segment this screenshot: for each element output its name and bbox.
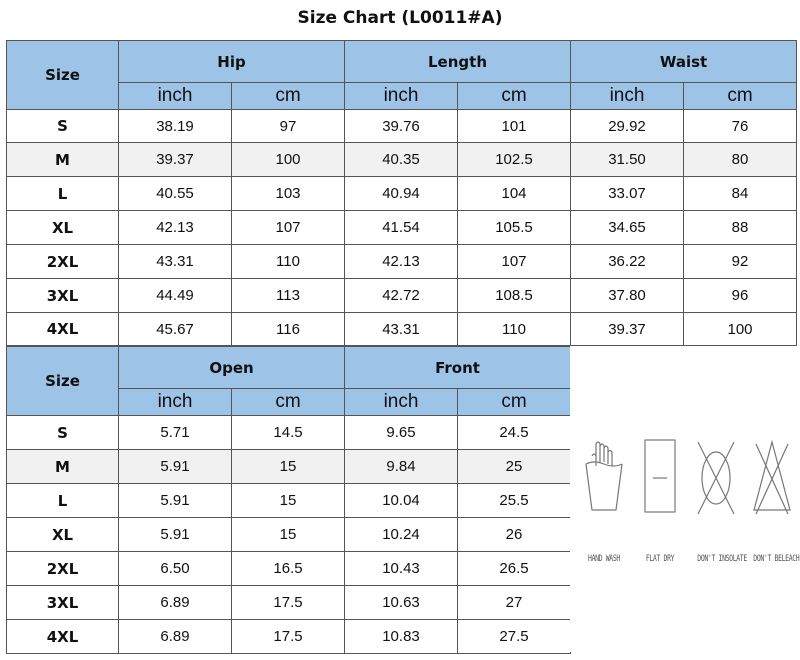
value-cell: 42.13 [119, 211, 232, 245]
table-row [7, 484, 571, 518]
size-cell: 4XL [7, 620, 119, 654]
value-cell: 27.5 [458, 620, 571, 654]
unit-header: cm [458, 389, 571, 416]
value-cell: 100 [232, 143, 345, 177]
value-cell: 33.07 [571, 177, 684, 211]
value-cell: 6.89 [119, 620, 232, 654]
table-row [7, 279, 797, 313]
unit-header: cm [232, 389, 345, 416]
unit-header: inch [119, 389, 232, 416]
value-cell: 107 [232, 211, 345, 245]
care-label: DON'T INSOLATE [697, 554, 747, 564]
size-cell: 3XL [7, 279, 119, 313]
unit-header: cm [232, 83, 345, 110]
value-cell: 41.54 [345, 211, 458, 245]
value-cell: 5.71 [119, 416, 232, 450]
value-cell: 40.35 [345, 143, 458, 177]
value-cell: 110 [458, 313, 571, 346]
size-cell: 3XL [7, 586, 119, 620]
value-cell: 5.91 [119, 518, 232, 552]
value-cell: 39.76 [345, 110, 458, 143]
value-cell: 36.22 [571, 245, 684, 279]
size-table-secondary [6, 346, 571, 654]
size-cell: XL [7, 518, 119, 552]
size-cell: XL [7, 211, 119, 245]
size-cell: S [7, 110, 119, 143]
value-cell: 10.04 [345, 484, 458, 518]
value-cell: 34.65 [571, 211, 684, 245]
value-cell: 10.83 [345, 620, 458, 654]
care-instructions [570, 346, 800, 652]
value-cell: 108.5 [458, 279, 571, 313]
value-cell: 24.5 [458, 416, 571, 450]
value-cell: 39.37 [571, 313, 684, 346]
table-row [7, 620, 571, 654]
value-cell: 76 [684, 110, 797, 143]
value-cell: 6.89 [119, 586, 232, 620]
value-cell: 102.5 [458, 143, 571, 177]
table-row [7, 245, 797, 279]
value-cell: 39.37 [119, 143, 232, 177]
unit-header: inch [119, 83, 232, 110]
table-row [7, 143, 797, 177]
size-cell: 2XL [7, 245, 119, 279]
table-row [7, 518, 571, 552]
value-cell: 25 [458, 450, 571, 484]
value-cell: 27 [458, 586, 571, 620]
size-cell: M [7, 143, 119, 177]
table-row [7, 450, 571, 484]
value-cell: 26 [458, 518, 571, 552]
value-cell: 96 [684, 279, 797, 313]
value-cell: 45.67 [119, 313, 232, 346]
unit-header: inch [345, 389, 458, 416]
value-cell: 9.84 [345, 450, 458, 484]
hand-wash-icon [582, 434, 626, 520]
value-cell: 40.55 [119, 177, 232, 211]
value-cell: 16.5 [232, 552, 345, 586]
value-cell: 97 [232, 110, 345, 143]
value-cell: 40.94 [345, 177, 458, 211]
unit-header: inch [571, 83, 684, 110]
value-cell: 9.65 [345, 416, 458, 450]
value-cell: 6.50 [119, 552, 232, 586]
flat-dry-icon [638, 434, 682, 520]
value-cell: 31.50 [571, 143, 684, 177]
size-cell: S [7, 416, 119, 450]
page-title: Size Chart (L0011#A) [297, 8, 503, 28]
value-cell: 44.49 [119, 279, 232, 313]
table-row [7, 552, 571, 586]
value-cell: 42.13 [345, 245, 458, 279]
value-cell: 17.5 [232, 620, 345, 654]
table-row [7, 211, 797, 245]
value-cell: 37.80 [571, 279, 684, 313]
care-label: DON'T BELEACH [753, 554, 800, 564]
value-cell: 5.91 [119, 450, 232, 484]
size-table-main [6, 40, 797, 346]
value-cell: 17.5 [232, 586, 345, 620]
size-cell: 4XL [7, 313, 119, 346]
value-cell: 105.5 [458, 211, 571, 245]
group-header-waist: Waist [571, 41, 797, 83]
value-cell: 113 [232, 279, 345, 313]
table-row [7, 313, 797, 346]
value-cell: 103 [232, 177, 345, 211]
value-cell: 15 [232, 450, 345, 484]
value-cell: 14.5 [232, 416, 345, 450]
care-label: HAND WASH [588, 554, 620, 564]
value-cell: 110 [232, 245, 345, 279]
value-cell: 101 [458, 110, 571, 143]
value-cell: 10.63 [345, 586, 458, 620]
value-cell: 80 [684, 143, 797, 177]
value-cell: 88 [684, 211, 797, 245]
value-cell: 84 [684, 177, 797, 211]
value-cell: 25.5 [458, 484, 571, 518]
table-row [7, 177, 797, 211]
unit-header: cm [684, 83, 797, 110]
value-cell: 43.31 [345, 313, 458, 346]
size-cell: L [7, 177, 119, 211]
value-cell: 26.5 [458, 552, 571, 586]
value-cell: 38.19 [119, 110, 232, 143]
value-cell: 92 [684, 245, 797, 279]
group-header-open: Open [119, 347, 345, 389]
value-cell: 15 [232, 518, 345, 552]
value-cell: 116 [232, 313, 345, 346]
value-cell: 107 [458, 245, 571, 279]
group-header-hip: Hip [119, 41, 345, 83]
size-cell: M [7, 450, 119, 484]
unit-header: inch [345, 83, 458, 110]
value-cell: 10.24 [345, 518, 458, 552]
table-row [7, 110, 797, 143]
size-header: Size [7, 41, 119, 110]
do-not-tumble-icon [694, 434, 738, 520]
value-cell: 5.91 [119, 484, 232, 518]
value-cell: 10.43 [345, 552, 458, 586]
value-cell: 100 [684, 313, 797, 346]
care-label: FLAT DRY [645, 554, 675, 564]
size-cell: 2XL [7, 552, 119, 586]
size-cell: L [7, 484, 119, 518]
size-header: Size [7, 347, 119, 416]
group-header-front: Front [345, 347, 571, 389]
do-not-bleach-icon [750, 434, 794, 520]
table-row [7, 586, 571, 620]
value-cell: 15 [232, 484, 345, 518]
group-header-length: Length [345, 41, 571, 83]
value-cell: 104 [458, 177, 571, 211]
unit-header: cm [458, 83, 571, 110]
value-cell: 29.92 [571, 110, 684, 143]
value-cell: 43.31 [119, 245, 232, 279]
table-row [7, 416, 571, 450]
value-cell: 42.72 [345, 279, 458, 313]
